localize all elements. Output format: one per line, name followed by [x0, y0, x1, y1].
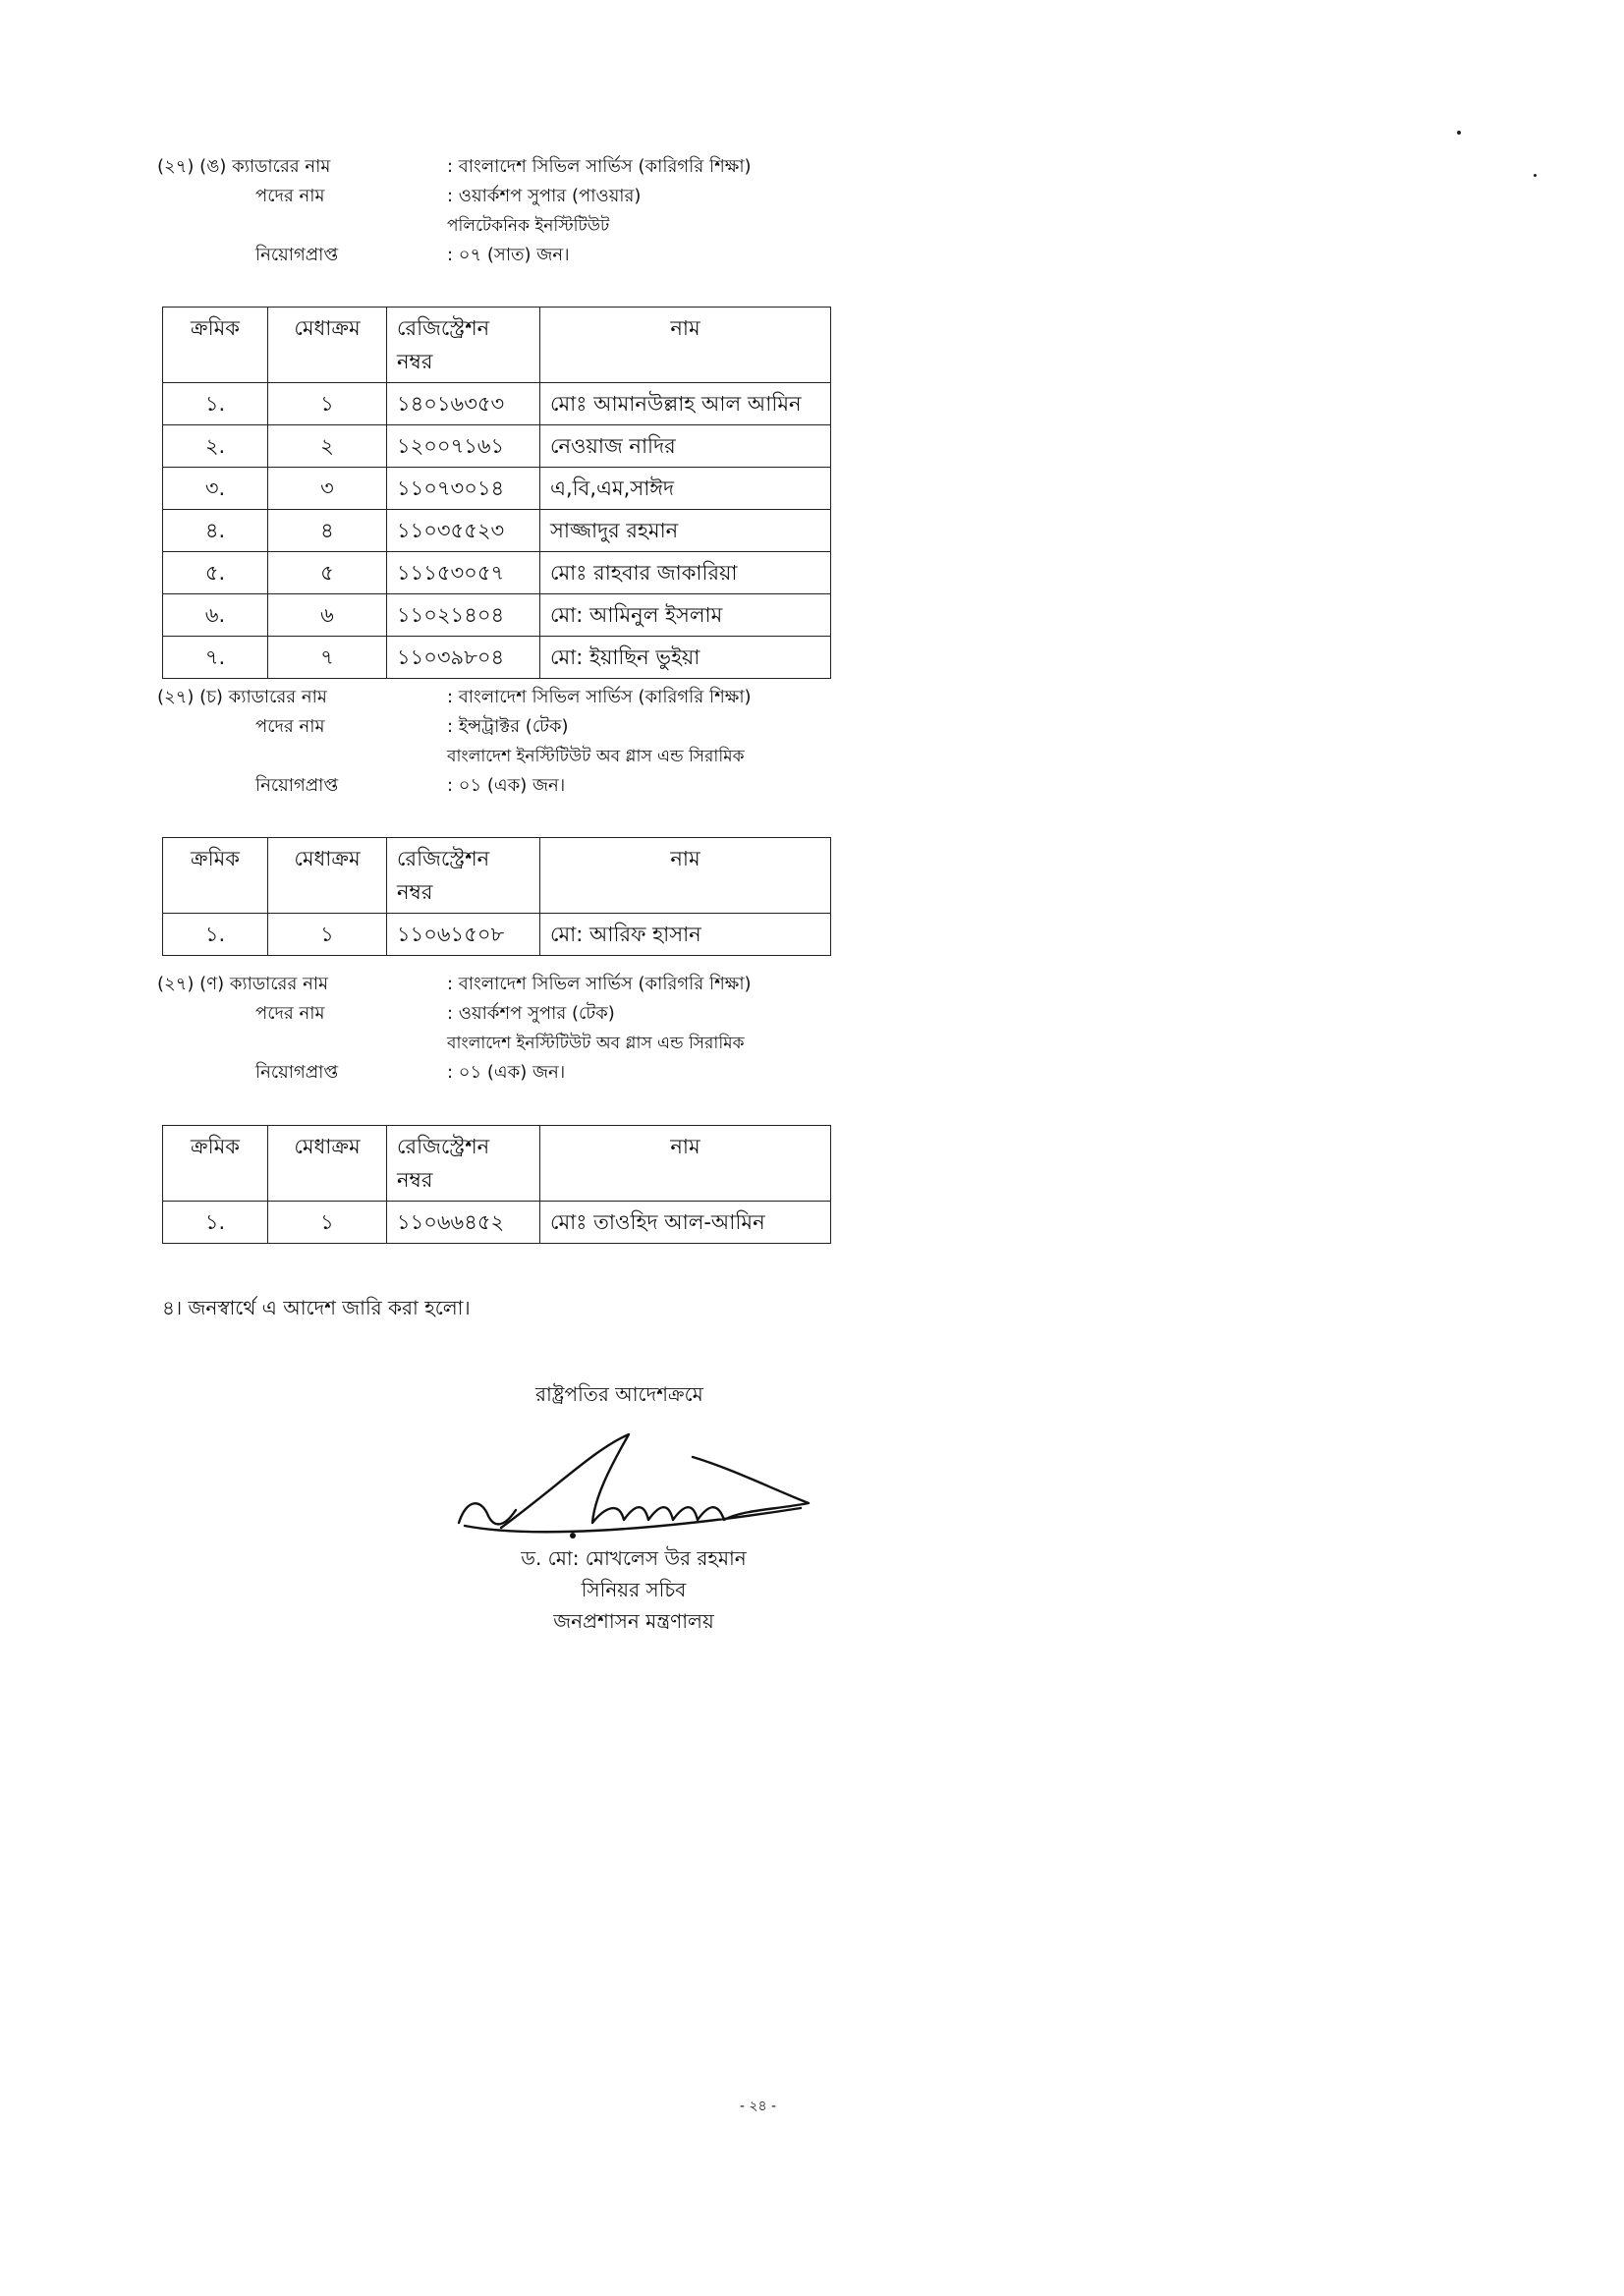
scan-speck — [1457, 131, 1461, 135]
col-merit: মেধাক্রম — [268, 1126, 387, 1202]
cell-serial: ১. — [163, 1202, 268, 1244]
cell-serial: ১. — [163, 383, 268, 425]
section-header — [157, 152, 752, 270]
appointed-label: নিয়োগপ্রাপ্ত — [255, 775, 339, 796]
cell-name: মোঃ রাহবার জাকারিয়া — [540, 552, 831, 594]
roster-table — [162, 307, 831, 679]
table-row — [163, 510, 831, 552]
post-value: : ওয়ার্কশপ সুপার (টেক) — [447, 1003, 615, 1024]
cell-merit: ৫ — [268, 552, 387, 594]
appointed-value: : ০৭ (সাত) জন। — [447, 245, 570, 265]
table-row — [163, 914, 831, 956]
cell-reg: ১১০৬১৫০৮ — [387, 914, 540, 956]
cell-reg: ১১০২১৪০৪ — [387, 594, 540, 637]
appointed-label: নিয়োগপ্রাপ্ত — [255, 245, 339, 265]
cell-merit: ১ — [268, 383, 387, 425]
post-value: : ওয়ার্কশপ সুপার (পাওয়ার) — [447, 186, 642, 206]
cell-merit: ৬ — [268, 594, 387, 637]
public-interest-clause: ৪। জনস্বার্থে এ আদেশ জারি করা হলো। — [162, 1296, 471, 1319]
cell-merit: ১ — [268, 914, 387, 956]
signatory-office: জনপ্রশাসন মন্ত্রণালয় — [553, 1609, 714, 1633]
cell-reg: ১২০০৭১৬১ — [387, 425, 540, 468]
table-row — [163, 425, 831, 468]
cadre-value: : বাংলাদেশ সিভিল সার্ভিস (কারিগরি শিক্ষা) — [447, 974, 752, 994]
col-merit: মেধাক্রম — [268, 838, 387, 914]
cadre-label: (২৭) (ঙ) ক্যাডারের নাম — [157, 156, 331, 177]
cell-name: মো: আমিনুল ইসলাম — [540, 594, 831, 637]
col-reg: রেজিস্ট্রেশন নম্বর — [387, 1126, 540, 1202]
section-header — [157, 970, 752, 1088]
col-name: নাম — [540, 308, 831, 383]
cadre-label: (২৭) (ণ) ক্যাডারের নাম — [157, 974, 329, 994]
col-reg: রেজিস্ট্রেশন নম্বর — [387, 838, 540, 914]
cadre-value: : বাংলাদেশ সিভিল সার্ভিস (কারিগরি শিক্ষা) — [447, 687, 752, 707]
table-row — [163, 383, 831, 425]
cell-name: নেওয়াজ নাদির — [540, 425, 831, 468]
table-header-row — [163, 838, 831, 914]
signature-image — [447, 1429, 820, 1547]
table-row — [163, 594, 831, 637]
cell-merit: ৩ — [268, 468, 387, 510]
cell-serial: ১. — [163, 914, 268, 956]
cell-reg: ১১১৫৩০৫৭ — [387, 552, 540, 594]
table-row — [163, 468, 831, 510]
post-label: পদের নাম — [255, 1003, 325, 1024]
post-value-cont: বাংলাদেশ ইনস্টিটিউট অব গ্লাস এন্ড সিরামিক — [447, 747, 745, 766]
signatory-block — [472, 1542, 796, 1637]
table-row — [163, 1202, 831, 1244]
appointed-value: : ০১ (এক) জন। — [447, 1062, 566, 1083]
table-header-row — [163, 308, 831, 383]
appointed-value: : ০১ (এক) জন। — [447, 775, 566, 796]
cell-merit: ১ — [268, 1202, 387, 1244]
cell-serial: ৬. — [163, 594, 268, 637]
cadre-value: : বাংলাদেশ সিভিল সার্ভিস (কারিগরি শিক্ষা) — [447, 156, 752, 177]
cell-serial: ৪. — [163, 510, 268, 552]
col-merit: মেধাক্রম — [268, 308, 387, 383]
cell-reg: ১১০৩৯৮০৪ — [387, 637, 540, 679]
scan-speck — [1534, 174, 1537, 177]
cell-name: মোঃ তাওহিদ আল-আমিন — [540, 1202, 831, 1244]
post-label: পদের নাম — [255, 716, 325, 737]
signatory-designation: সিনিয়র সচিব — [581, 1578, 687, 1601]
cell-name: এ,বি,এম,সাঈদ — [540, 468, 831, 510]
cell-serial: ৫. — [163, 552, 268, 594]
cell-name: মোঃ আমানউল্লাহ আল আমিন — [540, 383, 831, 425]
cell-serial: ২. — [163, 425, 268, 468]
signatory-name: ড. মো: মোখলেস উর রহমান — [521, 1546, 747, 1570]
cell-reg: ১১০৬৬৪৫২ — [387, 1202, 540, 1244]
post-value: : ইন্সট্রাক্টর (টেক) — [447, 716, 569, 737]
table-row — [163, 552, 831, 594]
table-header-row — [163, 1126, 831, 1202]
col-name: নাম — [540, 1126, 831, 1202]
section-header — [157, 683, 752, 801]
post-value-cont: বাংলাদেশ ইনস্টিটিউট অব গ্লাস এন্ড সিরামিক — [447, 1034, 745, 1053]
presidential-order-line: রাষ্ট্রপতির আদেশক্রমে — [535, 1382, 703, 1406]
cell-reg: ১১০৩৫৫২৩ — [387, 510, 540, 552]
col-serial: ক্রমিক — [163, 838, 268, 914]
cell-serial: ৩. — [163, 468, 268, 510]
page-number: - ২৪ - — [739, 2099, 777, 2114]
cell-merit: ৪ — [268, 510, 387, 552]
appointed-label: নিয়োগপ্রাপ্ত — [255, 1062, 339, 1083]
cell-name: সাজ্জাদুর রহমান — [540, 510, 831, 552]
table-row — [163, 637, 831, 679]
cell-reg: ১১০৭৩০১৪ — [387, 468, 540, 510]
cell-reg: ১৪০১৬৩৫৩ — [387, 383, 540, 425]
col-serial: ক্রমিক — [163, 308, 268, 383]
col-name: নাম — [540, 838, 831, 914]
col-serial: ক্রমিক — [163, 1126, 268, 1202]
cadre-label: (২৭) (চ) ক্যাডারের নাম — [157, 687, 327, 707]
post-label: পদের নাম — [255, 186, 325, 206]
roster-table — [162, 1125, 831, 1244]
cell-serial: ৭. — [163, 637, 268, 679]
post-value-cont: পলিটেকনিক ইনস্টিটিউট — [447, 216, 610, 236]
cell-name: মো: ইয়াছিন ভুইয়া — [540, 637, 831, 679]
cell-name: মো: আরিফ হাসান — [540, 914, 831, 956]
col-reg: রেজিস্ট্রেশন নম্বর — [387, 308, 540, 383]
roster-table — [162, 837, 831, 956]
cell-merit: ২ — [268, 425, 387, 468]
cell-merit: ৭ — [268, 637, 387, 679]
